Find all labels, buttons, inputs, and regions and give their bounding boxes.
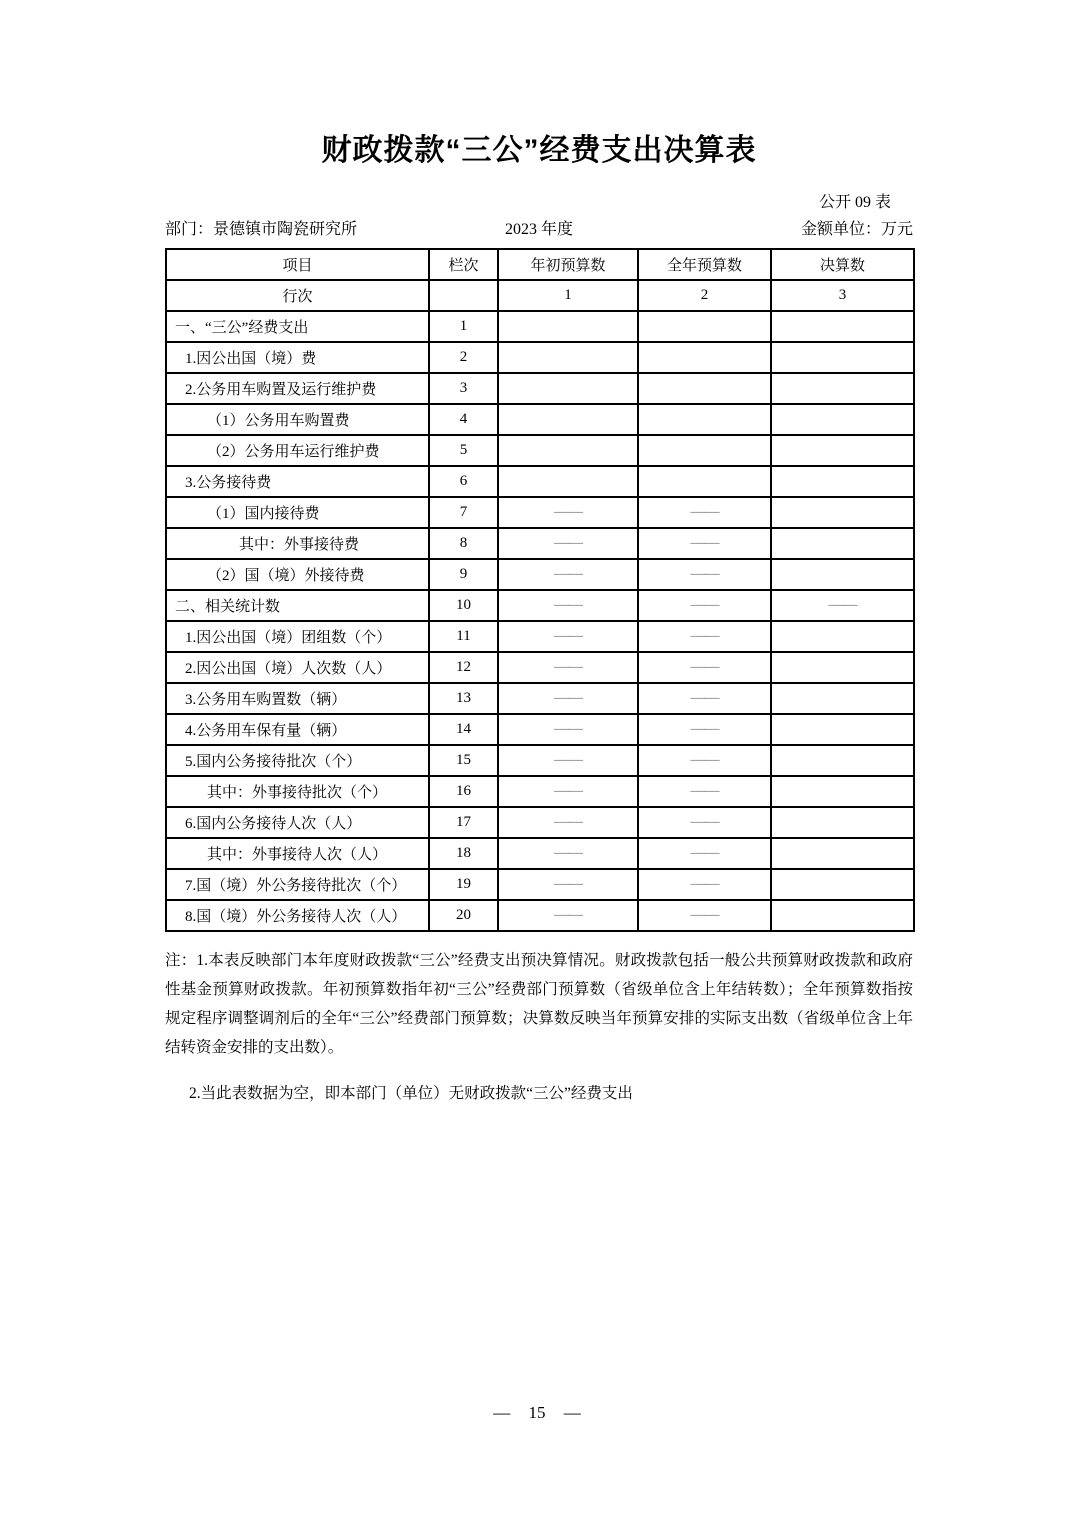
value-cell <box>638 373 771 404</box>
item-label-cell: 7.国（境）外公务接待批次（个） <box>166 869 429 900</box>
value-cell <box>771 869 914 900</box>
value-cell <box>771 311 914 342</box>
item-label-cell: 其中：外事接待人次（人） <box>166 838 429 869</box>
table-row <box>166 869 914 900</box>
table-row <box>166 311 914 342</box>
subheader-col-2: 2 <box>638 280 771 311</box>
item-label-cell: 6.国内公务接待人次（人） <box>166 807 429 838</box>
value-cell <box>638 435 771 466</box>
line-number-cell: 15 <box>429 745 498 776</box>
value-cell: —— <box>638 838 771 869</box>
item-label-cell: 3.公务用车购置数（辆） <box>166 683 429 714</box>
table-row <box>166 466 914 497</box>
line-number-cell: 18 <box>429 838 498 869</box>
amount-unit-label: 金额单位：万元 <box>800 221 913 238</box>
value-cell <box>498 466 638 497</box>
value-cell <box>771 404 914 435</box>
value-cell: —— <box>498 869 638 900</box>
item-label-cell: 2.因公出国（境）人次数（人） <box>166 652 429 683</box>
fiscal-year-label: 2023 年度 <box>504 221 573 238</box>
table-row <box>166 683 914 714</box>
value-cell: —— <box>638 621 771 652</box>
value-cell <box>638 466 771 497</box>
value-cell: —— <box>638 714 771 745</box>
value-cell <box>771 466 914 497</box>
value-cell: —— <box>638 528 771 559</box>
line-number-cell: 16 <box>429 776 498 807</box>
item-label-cell: 1.因公出国（境）团组数（个） <box>166 621 429 652</box>
line-number-cell: 13 <box>429 683 498 714</box>
line-number-cell: 7 <box>429 497 498 528</box>
form-code: 公开 09 表 <box>818 194 891 211</box>
line-number-cell: 1 <box>429 311 498 342</box>
value-cell <box>638 311 771 342</box>
table-row <box>166 435 914 466</box>
table-row <box>166 745 914 776</box>
value-cell <box>771 435 914 466</box>
table-row <box>166 714 914 745</box>
item-label-cell: 2.公务用车购置及运行维护费 <box>166 373 429 404</box>
value-cell: —— <box>638 590 771 621</box>
table-row <box>166 776 914 807</box>
subheader-col-1: 1 <box>498 280 638 311</box>
value-cell <box>771 900 914 931</box>
value-cell: —— <box>498 652 638 683</box>
page-number: — 15 — <box>493 1403 581 1422</box>
value-cell: —— <box>638 745 771 776</box>
value-cell: —— <box>638 559 771 590</box>
table-row <box>166 900 914 931</box>
item-label-cell: 5.国内公务接待批次（个） <box>166 745 429 776</box>
value-cell: —— <box>638 807 771 838</box>
table-row <box>166 807 914 838</box>
value-cell <box>771 838 914 869</box>
column-header-item: 项目 <box>166 249 429 280</box>
note-1: 注：1.本表反映部门本年度财政拨款“三公”经费支出预决算情况。财政拨款包括一般公共预算财政拨款和政府性基金预算财政拨款。年初预算数指年初“三公”经费部门预算数（省级单位含上年结转数）；全年预算数指按规定程序调整调剂后的全年“三公”经费部门预算数；决算数反映当年预算安排的实际支出数（省级单位含上年结转资金安排的支出数）。 <box>165 952 913 1056</box>
value-cell <box>498 404 638 435</box>
value-cell <box>771 373 914 404</box>
value-cell: —— <box>498 683 638 714</box>
line-number-cell: 3 <box>429 373 498 404</box>
column-header-column-no: 栏次 <box>429 249 498 280</box>
item-label-cell: 其中：外事接待费 <box>166 528 429 559</box>
table-body <box>166 311 914 931</box>
info-row <box>165 216 913 244</box>
value-cell: —— <box>498 807 638 838</box>
line-number-cell: 5 <box>429 435 498 466</box>
column-header-initial-budget: 年初预算数 <box>498 249 638 280</box>
value-cell: —— <box>638 652 771 683</box>
line-number-cell: 10 <box>429 590 498 621</box>
line-number-cell: 20 <box>429 900 498 931</box>
table-row <box>166 559 914 590</box>
item-label-cell: （1）公务用车购置费 <box>166 404 429 435</box>
line-number-cell: 14 <box>429 714 498 745</box>
value-cell <box>771 807 914 838</box>
item-label-cell: （2）国（境）外接待费 <box>166 559 429 590</box>
line-number-cell: 6 <box>429 466 498 497</box>
table-row <box>166 590 914 621</box>
item-label-cell: 二、相关统计数 <box>166 590 429 621</box>
value-cell: —— <box>498 714 638 745</box>
three-public-expense-table <box>165 248 915 932</box>
line-number-cell: 12 <box>429 652 498 683</box>
table-header-row <box>166 249 914 280</box>
value-cell: —— <box>498 838 638 869</box>
subheader-blank <box>429 280 498 311</box>
subheader-col-3: 3 <box>771 280 914 311</box>
item-label-cell: 一、“三公”经费支出 <box>166 311 429 342</box>
value-cell <box>638 342 771 373</box>
page-title: 财政拨款“三公”经费支出决算表 <box>321 134 757 167</box>
column-header-annual-budget: 全年预算数 <box>638 249 771 280</box>
item-label-cell: （1）国内接待费 <box>166 497 429 528</box>
item-label-cell: 3.公务接待费 <box>166 466 429 497</box>
value-cell: —— <box>498 621 638 652</box>
item-label-cell: 8.国（境）外公务接待人次（人） <box>166 900 429 931</box>
line-number-cell: 17 <box>429 807 498 838</box>
value-cell <box>638 404 771 435</box>
table-row <box>166 342 914 373</box>
value-cell <box>771 745 914 776</box>
table-row <box>166 528 914 559</box>
item-label-cell: 4.公务用车保有量（辆） <box>166 714 429 745</box>
value-cell <box>498 311 638 342</box>
value-cell: —— <box>498 590 638 621</box>
value-cell <box>771 342 914 373</box>
value-cell: —— <box>638 497 771 528</box>
line-number-cell: 8 <box>429 528 498 559</box>
table-row <box>166 404 914 435</box>
value-cell: —— <box>498 559 638 590</box>
subheader-row-no: 行次 <box>166 280 429 311</box>
value-cell <box>771 497 914 528</box>
value-cell <box>498 435 638 466</box>
value-cell: —— <box>498 745 638 776</box>
table-row <box>166 497 914 528</box>
value-cell <box>771 559 914 590</box>
department-label: 部门：景德镇市陶瓷研究所 <box>165 221 358 238</box>
value-cell: —— <box>498 528 638 559</box>
item-label-cell: 1.因公出国（境）费 <box>166 342 429 373</box>
value-cell: —— <box>771 590 914 621</box>
table-row <box>166 621 914 652</box>
value-cell <box>771 528 914 559</box>
line-number-cell: 19 <box>429 869 498 900</box>
value-cell: —— <box>638 683 771 714</box>
value-cell: —— <box>498 776 638 807</box>
line-number-cell: 9 <box>429 559 498 590</box>
item-label-cell: 其中：外事接待批次（个） <box>166 776 429 807</box>
table-subheader-row <box>166 280 914 311</box>
line-number-cell: 11 <box>429 621 498 652</box>
table-row <box>166 652 914 683</box>
value-cell <box>498 373 638 404</box>
value-cell <box>498 342 638 373</box>
value-cell <box>771 714 914 745</box>
value-cell <box>771 776 914 807</box>
table-row <box>166 838 914 869</box>
value-cell <box>771 652 914 683</box>
table-row <box>166 373 914 404</box>
column-header-final-account: 决算数 <box>771 249 914 280</box>
line-number-cell: 2 <box>429 342 498 373</box>
note-2: 2.当此表数据为空，即本部门（单位）无财政拨款“三公”经费支出 <box>189 1085 633 1102</box>
value-cell: —— <box>638 869 771 900</box>
value-cell: —— <box>638 776 771 807</box>
value-cell: —— <box>498 900 638 931</box>
item-label-cell: （2）公务用车运行维护费 <box>166 435 429 466</box>
value-cell <box>771 683 914 714</box>
value-cell: —— <box>498 497 638 528</box>
value-cell: —— <box>638 900 771 931</box>
line-number-cell: 4 <box>429 404 498 435</box>
value-cell <box>771 621 914 652</box>
